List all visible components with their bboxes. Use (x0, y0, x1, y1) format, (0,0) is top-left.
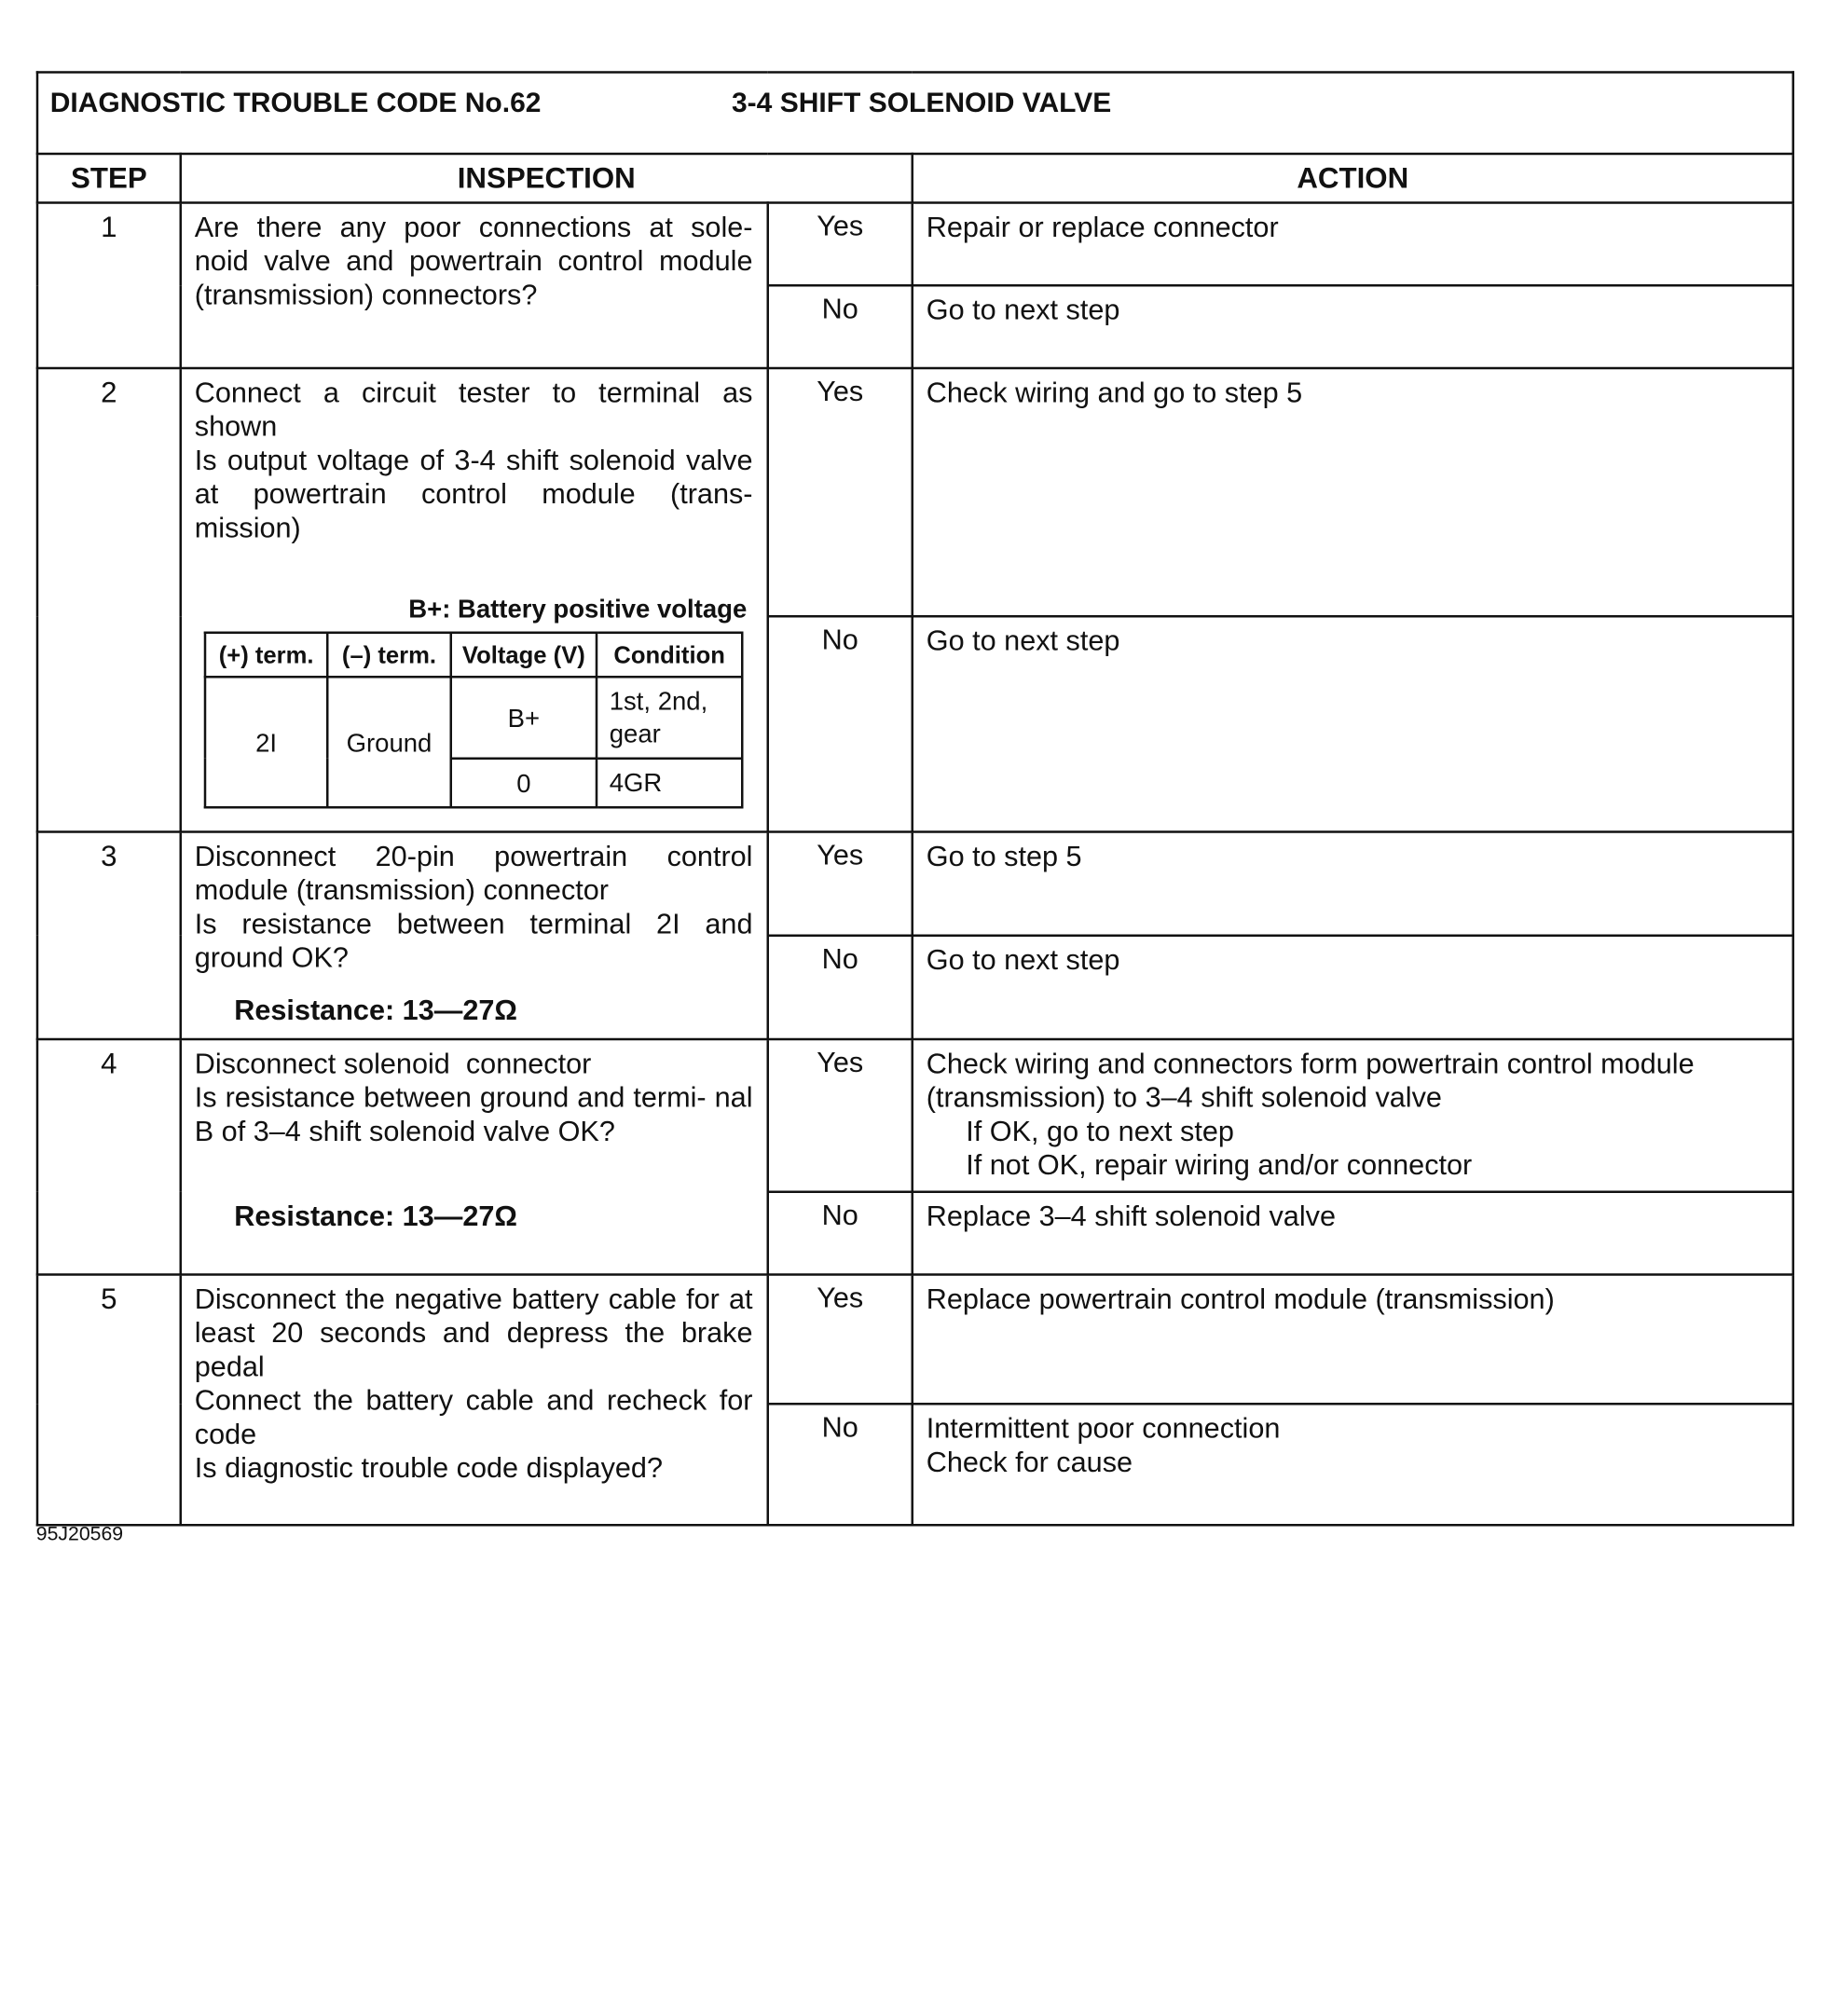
step-number: 2 (37, 368, 181, 832)
action-text: Go to next step (926, 944, 1120, 977)
inspection-text: Is diagnostic trouble code displayed? (194, 1452, 663, 1485)
action-text: Go to next step (926, 295, 1120, 326)
action-text: Check wiring and go to step 5 (926, 377, 1303, 409)
yes-label: Yes (768, 203, 913, 286)
action-text: If not OK, repair wiring and/or connector (966, 1149, 1473, 1182)
no-label: No (768, 285, 913, 368)
inspection-text: Disconnect the negative battery cable for at least 20 seconds and depress the brake pedal (194, 1283, 753, 1383)
no-action (913, 285, 1793, 368)
voltage-table-header (205, 633, 742, 678)
step-inspection (181, 203, 768, 369)
no-action (913, 1404, 1793, 1525)
step-inspection (181, 368, 768, 832)
no-label: No (768, 616, 913, 831)
no-label: No (768, 936, 913, 1039)
inspection-text: Connect a circuit tester to terminal as shown (194, 377, 753, 443)
column-header-row (37, 154, 1793, 203)
yes-label: Yes (768, 1039, 913, 1192)
voltage-table-row (205, 677, 742, 759)
trouble-title: 3-4 SHIFT SOLENOID VALVE (732, 87, 1112, 119)
step-inspection (181, 1275, 768, 1526)
step-number: 1 (37, 203, 181, 369)
minus-term-header: (–) term. (327, 633, 451, 678)
no-action (913, 1192, 1793, 1275)
action-text: Check for cause (926, 1447, 1133, 1479)
yes-action (913, 1039, 1793, 1192)
inspection-text: Connect the battery cable and recheck for code (194, 1385, 753, 1451)
action-text: Intermittent poor connection (926, 1413, 1281, 1445)
inspection-text: Disconnect 20-pin powertrain control module (transmission) connector (194, 841, 753, 907)
minus-term-value: Ground (327, 677, 451, 807)
step-inspection (181, 1039, 768, 1275)
title-cell (37, 73, 1793, 155)
condition-value: 4GR (597, 759, 742, 808)
action-text: If OK, go to next step (966, 1116, 1234, 1148)
action-text: Replace 3–4 shift solenoid valve (926, 1200, 1336, 1233)
action-text: Go to next step (926, 625, 1120, 657)
inspection-text: Is output voltage of 3-4 shift solenoid valve at powertrain control module (trans- mission) (194, 445, 753, 544)
no-label: No (768, 1404, 913, 1525)
action-text: Check wiring and connectors form powertrain control module (transmission) to 3–4 shift solenoid valve (926, 1049, 1695, 1114)
step-column-header: STEP (37, 154, 181, 203)
yes-action (913, 203, 1793, 286)
no-label: No (768, 1192, 913, 1275)
step-number: 4 (37, 1039, 181, 1275)
yes-label: Yes (768, 1275, 913, 1405)
action-text: Repair or replace connector (926, 212, 1279, 244)
action-column-header: ACTION (913, 154, 1793, 203)
condition-header: Condition (597, 633, 742, 678)
action-text: Replace powertrain control module (transmission) (926, 1283, 1555, 1316)
condition-value: 1st, 2nd, gear (597, 677, 742, 759)
inspection-text: Disconnect solenoid connector (194, 1049, 592, 1080)
yes-action (913, 1275, 1793, 1405)
no-action (913, 616, 1793, 831)
step-5-yes-row (37, 1275, 1793, 1405)
yes-action (913, 368, 1793, 616)
voltage-value: 0 (451, 759, 597, 808)
action-text: Go to step 5 (926, 841, 1082, 873)
resistance-spec: Resistance: 13—27Ω (234, 1200, 517, 1233)
inspection-column-header: INSPECTION (181, 154, 913, 203)
inspection-text: Is resistance between terminal 2I and ground OK? (194, 909, 753, 974)
trouble-code: DIAGNOSTIC TROUBLE CODE No.62 (49, 87, 542, 119)
step-3-yes-row (37, 832, 1793, 936)
step-2-yes-row (37, 368, 1793, 616)
voltage-header: Voltage (V) (451, 633, 597, 678)
plus-term-value: 2I (205, 677, 327, 807)
yes-label: Yes (768, 832, 913, 936)
step-number: 3 (37, 832, 181, 1040)
plus-term-header: (+) term. (205, 633, 327, 678)
yes-action (913, 832, 1793, 936)
inspection-text: Are there any poor connections at sole- noid valve and powertrain control module (transmission) connectors? (194, 212, 753, 311)
step-1-yes-row (37, 203, 1793, 286)
title-row (37, 73, 1793, 155)
resistance-spec: Resistance: 13—27Ω (234, 994, 517, 1027)
diagnostic-table (36, 71, 1794, 1526)
voltage-caption: B+: Battery positive voltage (408, 594, 748, 624)
no-action (913, 936, 1793, 1039)
step-4-yes-row (37, 1039, 1793, 1192)
yes-label: Yes (768, 368, 913, 616)
voltage-table (204, 632, 744, 809)
figure-id: 95J20569 (35, 1522, 124, 1545)
step-inspection (181, 832, 768, 1040)
step-number: 5 (37, 1275, 181, 1526)
voltage-value: B+ (451, 677, 597, 759)
inspection-text: Is resistance between ground and termi- nal B of 3–4 shift solenoid valve OK? (194, 1082, 753, 1148)
